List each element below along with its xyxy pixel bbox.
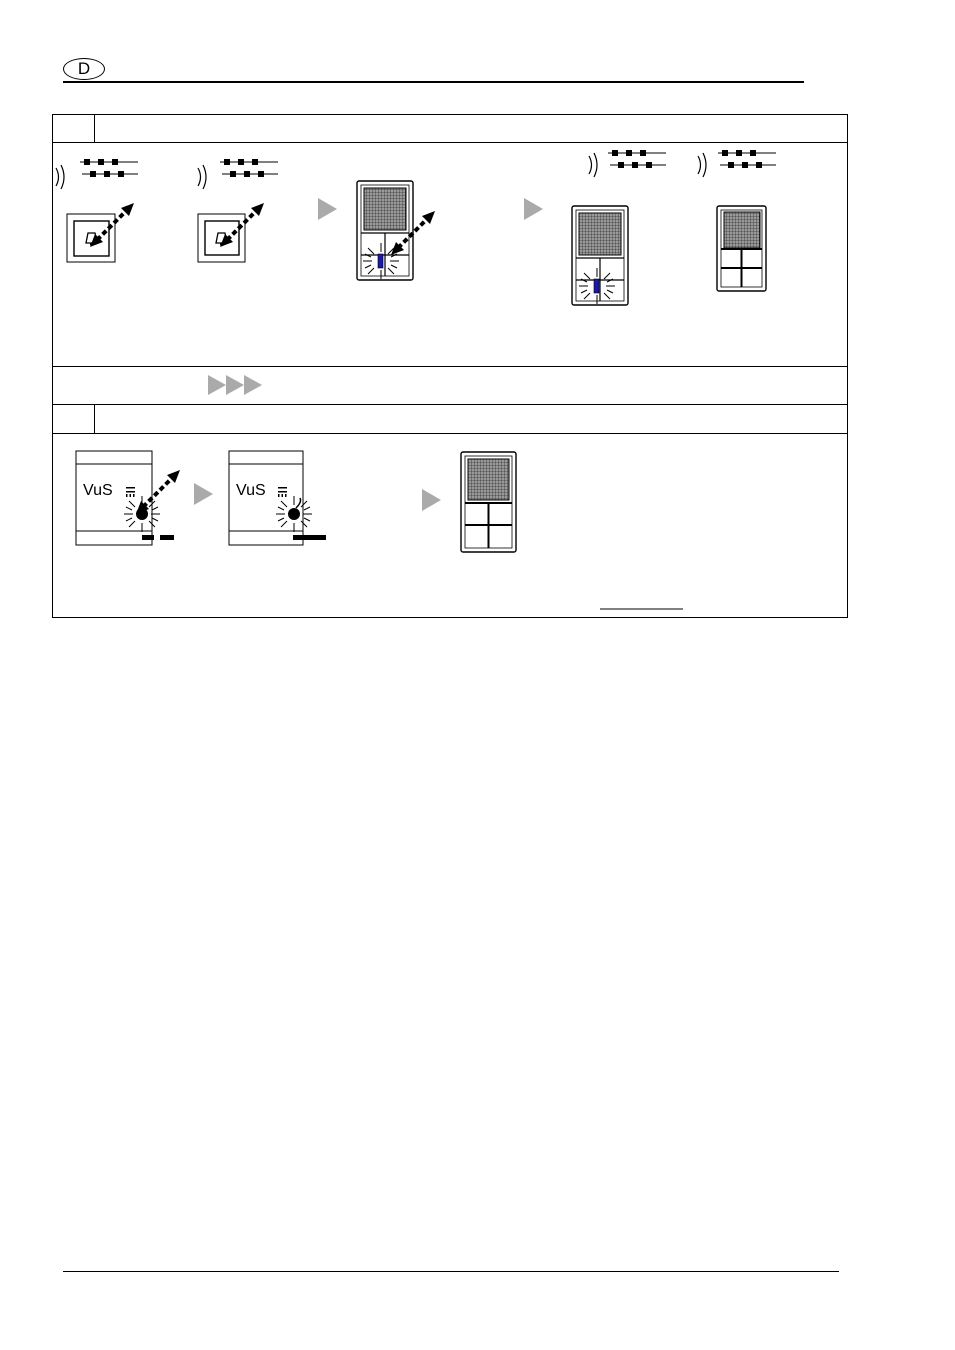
- bus-signal-icon: [220, 159, 278, 177]
- bus-signal-icon: [80, 159, 138, 177]
- bell-button-icon: [67, 214, 115, 262]
- next-step-arrow-icon: [422, 489, 441, 511]
- intercom-panel-icon: [461, 452, 516, 552]
- next-step-arrow-icon: [524, 198, 543, 220]
- next-step-arrow-icon: [318, 198, 337, 220]
- device-label: VuS: [236, 482, 266, 499]
- bell-button-icon: [198, 214, 245, 262]
- terminal-icon: [278, 487, 287, 497]
- terminal-icon: [126, 487, 135, 497]
- bus-signal-icon: [608, 150, 666, 168]
- intercom-panel-icon: [357, 181, 413, 280]
- triple-arrow-icon: [208, 375, 262, 395]
- blinking-led-icon: [276, 496, 312, 532]
- blinking-led-icon: [124, 496, 160, 532]
- blinking-led-icon: [579, 268, 615, 304]
- footer-rule: [63, 1271, 839, 1272]
- device-label: VuS: [83, 482, 113, 499]
- radio-wave-icon: [698, 153, 706, 177]
- language-badge-label: D: [77, 59, 91, 78]
- bus-signal-icon: [718, 150, 776, 168]
- radio-wave-icon: [56, 165, 64, 189]
- radio-wave-icon: [589, 153, 597, 177]
- radio-wave-icon: [198, 165, 206, 189]
- next-step-arrow-icon: [194, 483, 213, 505]
- intercom-panel-icon: [572, 206, 628, 305]
- intercom-panel-icon: [717, 206, 766, 291]
